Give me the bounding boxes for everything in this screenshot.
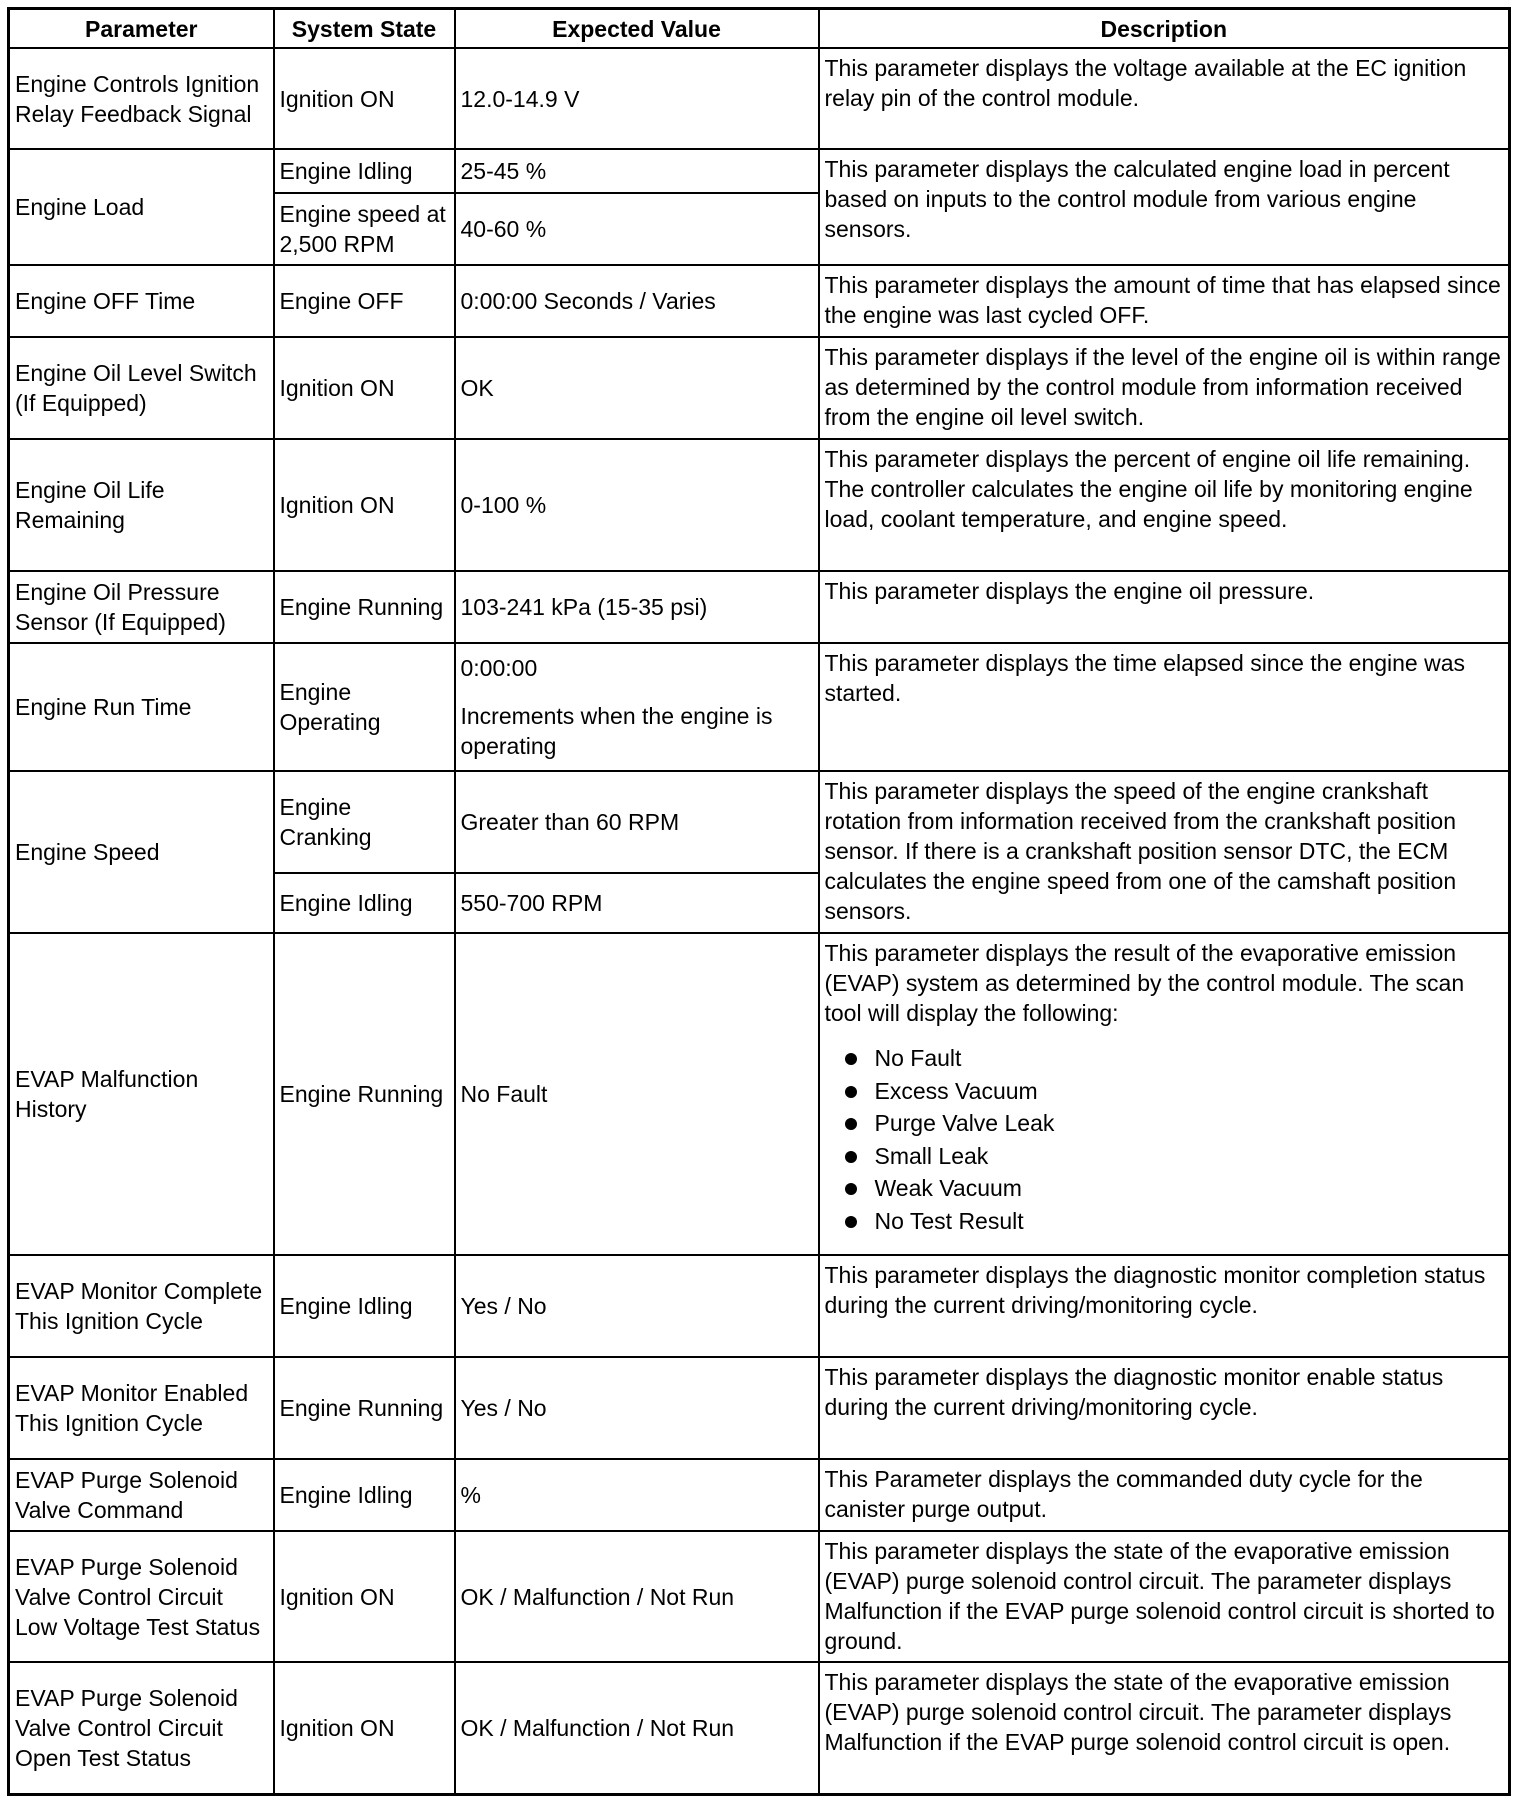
expected-value-text: Yes / No: [460, 1293, 547, 1319]
expected-value-text: 103-241 kPa (15-35 psi): [460, 594, 708, 620]
parameter-cell: EVAP Purge Solenoid Valve Control Circuit Low Voltage Test Status: [9, 1531, 274, 1662]
bullet-item: Small Leak: [825, 1140, 1504, 1173]
table-row: [9, 149, 1510, 193]
description-cell: [819, 439, 1510, 571]
table-row: [9, 1255, 1510, 1357]
expected-value-cell: [455, 873, 819, 933]
description-text: This parameter displays the voltage available at the EC ignition relay pin of the control module.: [824, 55, 1467, 111]
system-state-cell: Engine Running: [274, 933, 455, 1255]
expected-value-cell: [455, 439, 819, 571]
description-text: This parameter displays the result of the evaporative emission (EVAP) system as determined by the control module. The scan tool will display the following:: [824, 940, 1465, 1026]
table-row: [9, 1531, 1510, 1662]
expected-value-text: 550-700 RPM: [460, 890, 603, 916]
table-row: [9, 1459, 1510, 1531]
description-cell: [819, 771, 1510, 933]
expected-value-cell: [455, 193, 819, 265]
description-text: This parameter displays the speed of the engine crankshaft rotation from information received from the crankshaft position sensor. If there is a crankshaft position sensor DTC, the ECM calculates the engine speed from one of the camshaft position sensors.: [824, 778, 1457, 924]
description-cell: [819, 265, 1510, 337]
table-row: [9, 571, 1510, 643]
system-state-cell: Engine Idling: [274, 1459, 455, 1531]
system-state-cell: Engine Operating: [274, 643, 455, 771]
description-text: This parameter displays the calculated engine load in percent based on inputs to the control module from various engine sensors.: [824, 156, 1450, 242]
system-state-cell: Engine speed at 2,500 RPM: [274, 193, 455, 265]
expected-value-cell: [455, 933, 819, 1255]
table-row: [9, 265, 1510, 337]
expected-value-cell: [455, 571, 819, 643]
expected-value-text: Increments when the engine is operating: [460, 703, 773, 759]
description-text: This parameter displays the state of the evaporative emission (EVAP) purge solenoid control circuit. The parameter displays Malfunction if the EVAP purge solenoid control circuit is open.: [824, 1669, 1452, 1755]
description-text: This parameter displays the engine oil pressure.: [824, 578, 1315, 604]
parameter-cell: Engine Run Time: [9, 643, 274, 771]
parameter-cell: EVAP Purge Solenoid Valve Command: [9, 1459, 274, 1531]
system-state-cell: Ignition ON: [274, 48, 455, 149]
description-cell: [819, 1459, 1510, 1531]
expected-value-text: OK: [460, 375, 494, 401]
description-text: This parameter displays the percent of engine oil life remaining. The controller calculates the engine oil life by monitoring engine load, coolant temperature, and engine speed.: [824, 446, 1473, 532]
parameter-cell: EVAP Purge Solenoid Valve Control Circuit Open Test Status: [9, 1662, 274, 1794]
header-row: [9, 9, 1510, 49]
description-cell: [819, 643, 1510, 771]
bullet-item: Purge Valve Leak: [825, 1107, 1504, 1140]
system-state-cell: Engine Running: [274, 1357, 455, 1459]
bullet-item: No Fault: [825, 1042, 1504, 1075]
parameter-table: [7, 7, 1511, 1796]
expected-value-text: OK / Malfunction / Not Run: [460, 1714, 735, 1741]
bullet-item: Excess Vacuum: [825, 1075, 1504, 1108]
table-row: [9, 771, 1510, 873]
description-text: This parameter displays the state of the evaporative emission (EVAP) purge solenoid control circuit. The parameter displays Malfunction if the EVAP purge solenoid control circuit is shorted to ground.: [824, 1538, 1495, 1654]
bullet-item: Weak Vacuum: [825, 1172, 1504, 1205]
parameter-cell: EVAP Monitor Enabled This Ignition Cycle: [9, 1357, 274, 1459]
expected-value-text: Yes / No: [460, 1395, 547, 1421]
expected-value-cell: [455, 1357, 819, 1459]
table-row: [9, 1662, 1510, 1794]
table-row: [9, 933, 1510, 1255]
description-text: This Parameter displays the commanded duty cycle for the canister purge output.: [824, 1466, 1423, 1522]
description-cell: [819, 48, 1510, 149]
description-cell: [819, 933, 1510, 1255]
parameter-cell: Engine Speed: [9, 771, 274, 933]
parameter-cell: Engine Oil Level Switch (If Equipped): [9, 337, 274, 439]
parameter-cell: EVAP Monitor Complete This Ignition Cycle: [9, 1255, 274, 1357]
system-state-cell: Ignition ON: [274, 1662, 455, 1794]
expected-value-text: No Fault: [460, 1081, 548, 1107]
description-text: This parameter displays the diagnostic monitor enable status during the current driving/monitoring cycle.: [824, 1364, 1444, 1420]
expected-value-text: 40-60 %: [460, 216, 547, 242]
system-state-cell: Engine Idling: [274, 149, 455, 193]
expected-value-cell: [455, 149, 819, 193]
expected-value-cell: [455, 1459, 819, 1531]
description-text: This parameter displays the amount of time that has elapsed since the engine was last cycled OFF.: [824, 272, 1501, 328]
header-system-state: System State: [274, 9, 455, 49]
table-row: [9, 643, 1510, 771]
description-text: This parameter displays the diagnostic monitor completion status during the current driving/monitoring cycle.: [824, 1262, 1486, 1318]
expected-value-text: OK / Malfunction / Not Run: [460, 1583, 735, 1610]
system-state-cell: Engine Idling: [274, 873, 455, 933]
expected-value-text: 0:00:00 Seconds / Varies: [460, 288, 716, 314]
expected-value-cell: [455, 771, 819, 873]
description-cell: [819, 571, 1510, 643]
table-row: [9, 48, 1510, 149]
expected-value-text: 25-45 %: [460, 158, 547, 184]
description-cell: [819, 149, 1510, 265]
description-text: This parameter displays the time elapsed since the engine was started.: [824, 650, 1466, 706]
table-row: [9, 1357, 1510, 1459]
parameter-cell: Engine Oil Pressure Sensor (If Equipped): [9, 571, 274, 643]
description-cell: [819, 1357, 1510, 1459]
parameter-cell: EVAP Malfunction History: [9, 933, 274, 1255]
bullet-item: No Test Result: [825, 1205, 1504, 1238]
expected-value-text: 0:00:00: [460, 655, 538, 681]
parameter-cell: Engine Load: [9, 149, 274, 265]
description-cell: [819, 1255, 1510, 1357]
expected-value-cell: [455, 1662, 819, 1794]
system-state-cell: Engine Cranking: [274, 771, 455, 873]
header-expected-value: Expected Value: [455, 9, 819, 49]
table-row: [9, 337, 1510, 439]
description-cell: [819, 337, 1510, 439]
expected-value-text: 0-100 %: [460, 492, 547, 518]
system-state-cell: Engine Idling: [274, 1255, 455, 1357]
expected-value-cell: [455, 643, 819, 771]
expected-value-text: Greater than 60 RPM: [460, 809, 680, 835]
header-parameter: Parameter: [9, 9, 274, 49]
expected-value-cell: [455, 337, 819, 439]
description-cell: [819, 1662, 1510, 1794]
parameter-cell: Engine OFF Time: [9, 265, 274, 337]
expected-value-text: %: [460, 1482, 481, 1508]
parameter-cell: Engine Oil Life Remaining: [9, 439, 274, 571]
expected-value-cell: [455, 1255, 819, 1357]
table-row: [9, 439, 1510, 571]
system-state-cell: Ignition ON: [274, 439, 455, 571]
system-state-cell: Engine OFF: [274, 265, 455, 337]
description-cell: [819, 1531, 1510, 1662]
system-state-cell: Ignition ON: [274, 337, 455, 439]
system-state-cell: Ignition ON: [274, 1531, 455, 1662]
bullet-list: [825, 1042, 1504, 1237]
header-description: Description: [819, 9, 1510, 49]
system-state-cell: Engine Running: [274, 571, 455, 643]
expected-value-cell: [455, 48, 819, 149]
expected-value-cell: [455, 1531, 819, 1662]
description-text: This parameter displays if the level of the engine oil is within range as determined by the control module from information received from the engine oil level switch.: [824, 344, 1501, 430]
expected-value-text: 12.0-14.9 V: [460, 85, 580, 112]
parameter-cell: Engine Controls Ignition Relay Feedback Signal: [9, 48, 274, 149]
expected-value-cell: [455, 265, 819, 337]
